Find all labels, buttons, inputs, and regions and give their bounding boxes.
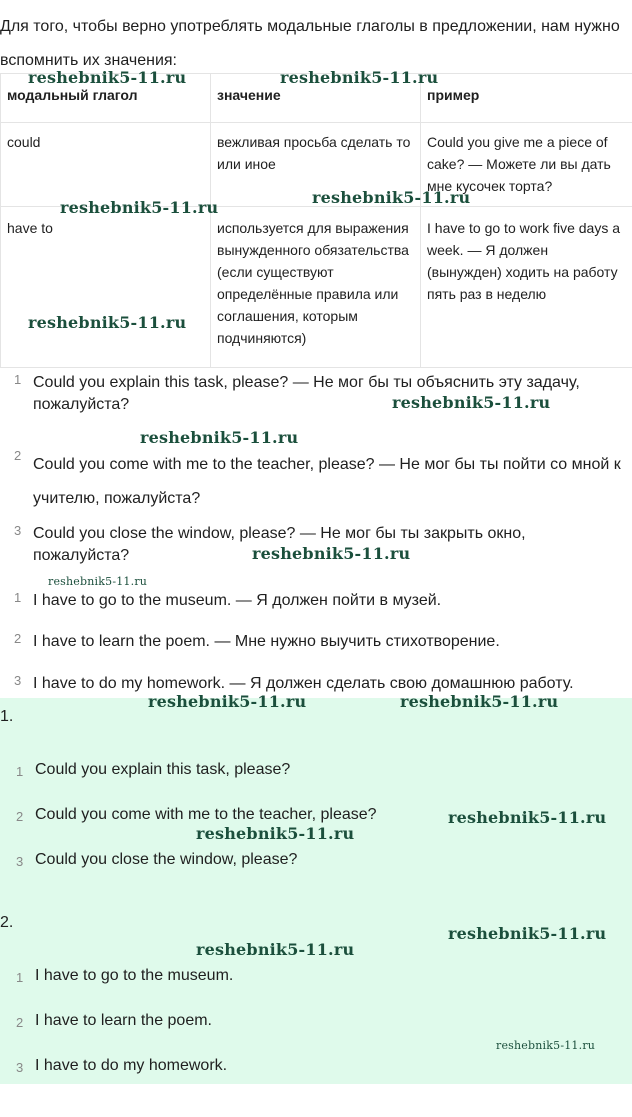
answer-part-label: 1. [0,708,14,725]
watermark: reshebnik5-11.ru [448,924,607,943]
watermark: reshebnik5-11.ru [392,393,551,412]
list-number: 2 [16,1015,24,1030]
list-number: 3 [14,673,22,688]
list-text: I have to learn the poem. [35,1012,212,1029]
watermark: reshebnik5-11.ru [196,940,355,959]
watermark: reshebnik5-11.ru [280,68,439,87]
list-text: I have to go to the museum. [35,967,234,984]
watermark: reshebnik5-11.ru [28,68,187,87]
answer-block [0,698,632,1084]
table-cell: вежливая просьба сделать то или иное [211,123,421,207]
watermark: reshebnik5-11.ru [448,808,607,827]
table-header: модальный глагол [1,74,211,123]
table-cell: Could you give me a piece of cake? — Можете ли вы дать мне кусочек торта? [421,123,632,207]
watermark: reshebnik5-11.ru [400,692,559,711]
table-cell: используется для выражения вынужденного обязательства (если существуют определённые правила или соглашения, которым подчиняются) [211,207,421,368]
watermark: reshebnik5-11.ru [496,1039,596,1052]
watermark: reshebnik5-11.ru [148,692,307,711]
list-text: Could you close the window, please? [35,851,298,868]
list-number: 3 [16,854,24,869]
list-number: 1 [14,590,22,605]
table-header: пример [421,74,632,123]
list-number: 1 [16,764,24,779]
list-number: 2 [14,448,22,463]
table-cell: I have to go to work five days a week. — Я должен (вынужден) ходить на работу пять раз в неделю [421,207,632,368]
watermark: reshebnik5-11.ru [28,313,187,332]
intro-text: Для того, чтобы верно употреблять модальные глаголы в предложении, нам нужно вспомнить их значения: [0,18,620,69]
list-text: Could you close the window, please? — Не мог бы ты закрыть окно, пожалуйста? [33,525,526,564]
list-number: 2 [16,809,24,824]
watermark: reshebnik5-11.ru [196,824,355,843]
watermark: reshebnik5-11.ru [252,544,411,563]
list-number: 3 [16,1060,24,1075]
table-row [1,207,632,368]
table-cell: have to [1,207,211,368]
watermark: reshebnik5-11.ru [60,198,219,217]
list-text: I have to go to the museum. — Я должен пойти в музей. [33,592,442,609]
list-text: Could you come with me to the teacher, please? [35,806,377,823]
watermark: reshebnik5-11.ru [48,575,148,588]
list-number: 2 [14,631,22,646]
list-number: 3 [14,523,22,538]
table-cell: could [1,123,211,207]
table-header: значение [211,74,421,123]
list-text: Could you explain this task, please? [35,761,291,778]
list-text: Could you explain this task, please? — Не мог бы ты объяснить эту задачу, пожалуйста? [33,374,580,413]
list-text: I have to learn the poem. — Мне нужно выучить стихотворение. [33,633,500,650]
watermark: reshebnik5-11.ru [140,428,299,447]
list-text: I have to do my homework. [35,1057,228,1074]
answer-part-label: 2. [0,914,14,931]
watermark: reshebnik5-11.ru [312,188,471,207]
list-number: 1 [16,970,24,985]
list-text: Could you come with me to the teacher, please? — Не мог бы ты пойти со мной к учителю, пожалуйста? [33,456,621,507]
list-text: I have to do my homework. — Я должен сделать свою домашнюю работу. [33,675,574,692]
list-number: 1 [14,372,22,387]
